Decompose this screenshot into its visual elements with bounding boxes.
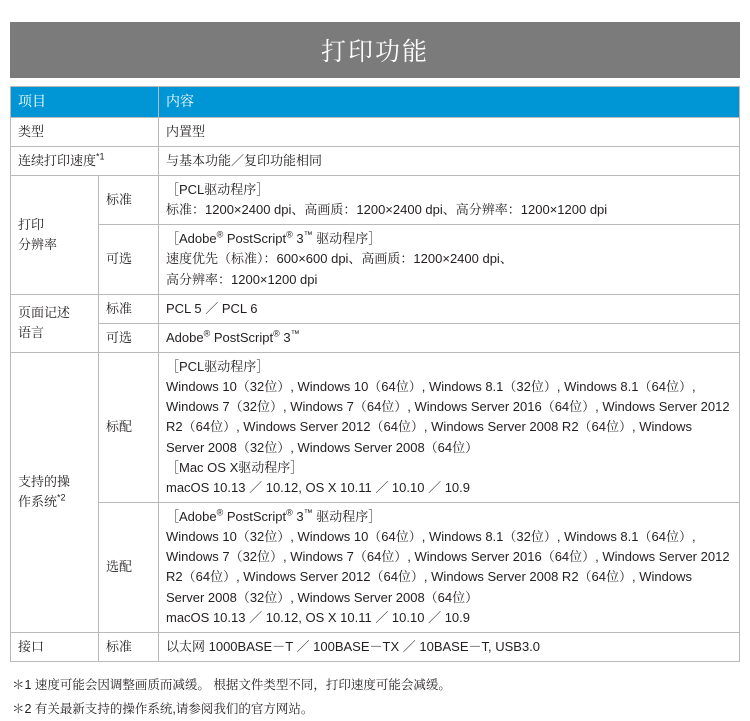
table-row	[11, 502, 740, 632]
page-title-bar	[10, 22, 740, 78]
table-row	[11, 294, 740, 323]
table-row	[11, 632, 740, 661]
row-sublabel: 选配	[99, 502, 159, 632]
row-label: 接口	[11, 632, 99, 661]
table-row	[11, 117, 740, 146]
footnote-marker: *1	[96, 151, 105, 162]
row-sublabel: 标准	[99, 294, 159, 323]
footnote-2: ＊2 有关最新支持的操作系统,请参阅我们的官方网站。	[12, 701, 314, 716]
row-sublabel: 可选	[99, 225, 159, 294]
row-label-os: 支持的操 作系统$^{*2}$	[11, 352, 99, 632]
row-label-pdl: 页面记述 语言	[11, 294, 99, 352]
row-content: 以太网 1000BASE－T ／ 100BASE－TX ／ 10BASE－T, USB3.0	[159, 632, 740, 661]
table-row	[11, 225, 740, 294]
row-content: 内置型	[159, 117, 740, 146]
row-sublabel: 标准	[99, 175, 159, 224]
row-label-resolution: 打印 分辨率	[11, 175, 99, 294]
page-title: 打印功能	[320, 38, 429, 66]
table-row	[11, 323, 740, 352]
footnote-1: ＊1 速度可能会因调整画质而减缓。 根据文件类型不同，打印速度可能会减缓。	[12, 677, 451, 692]
table-header-row	[11, 87, 740, 118]
footnotes	[12, 674, 738, 721]
table-row	[11, 352, 740, 502]
row-content: ［PCL驱动程序］ Windows 10（32位）, Windows 10（64位）, Windows 8.1（32位）, Windows 8.1（64位）, Windows 7（32位）, Windows 7（64位）, Windows Server 2016（64位）, Windows Server 2012 R2（64位）, Windows Server 2012（64位）, Windows Server 2008 R2（64位）, Windows Server 2008（32位）, Windows Server 2008（64位） ［Mac OS X驱动程序］ macOS 10.13 ／ 10.12, OS X 10.11 ／ 10.10 ／ 10.9	[159, 352, 740, 502]
table-row	[11, 175, 740, 224]
row-label: 连续打印速度$^{*1}$	[11, 146, 159, 175]
row-sublabel: 可选	[99, 323, 159, 352]
row-sublabel: 标配	[99, 352, 159, 502]
row-content: ［PCL驱动程序］ 标准：1200×2400 dpi、高画质：1200×2400 dpi、高分辨率：1200×1200 dpi	[159, 175, 740, 224]
row-content: ［Adobe® PostScript® 3™ 驱动程序］ Windows 10（32位）, Windows 10（64位）, Windows 8.1（32位）, Windows 8.1（64位）, Windows 7（32位）, Windows 7（64位）, Windows Server 2016（64位）, Windows Server 2012 R2（64位）, Windows Server 2012（64位）, Windows Server 2008 R2（64位）, Windows Server 2008（32位）, Windows Server 2008（64位） macOS 10.13 ／ 10.12, OS X 10.11 ／ 10.10 ／ 10.9	[159, 502, 740, 632]
row-content: ［Adobe® PostScript® 3™ 驱动程序］ 速度优先（标准）：600×600 dpi、高画质：1200×2400 dpi、 高分辨率：1200×1200 dpi	[159, 225, 740, 294]
print-function-spec-table	[10, 86, 740, 662]
footnote-marker: *2	[57, 493, 66, 504]
spec-sheet-page	[0, 22, 750, 716]
row-content: Adobe® PostScript® 3™	[159, 323, 740, 352]
column-header-item: 项目	[11, 87, 159, 118]
row-content: 与基本功能／复印功能相同	[159, 146, 740, 175]
row-content: PCL 5 ／ PCL 6	[159, 294, 740, 323]
row-label: 类型	[11, 117, 159, 146]
row-sublabel: 标准	[99, 632, 159, 661]
table-row	[11, 146, 740, 175]
column-header-content: 内容	[159, 87, 740, 118]
